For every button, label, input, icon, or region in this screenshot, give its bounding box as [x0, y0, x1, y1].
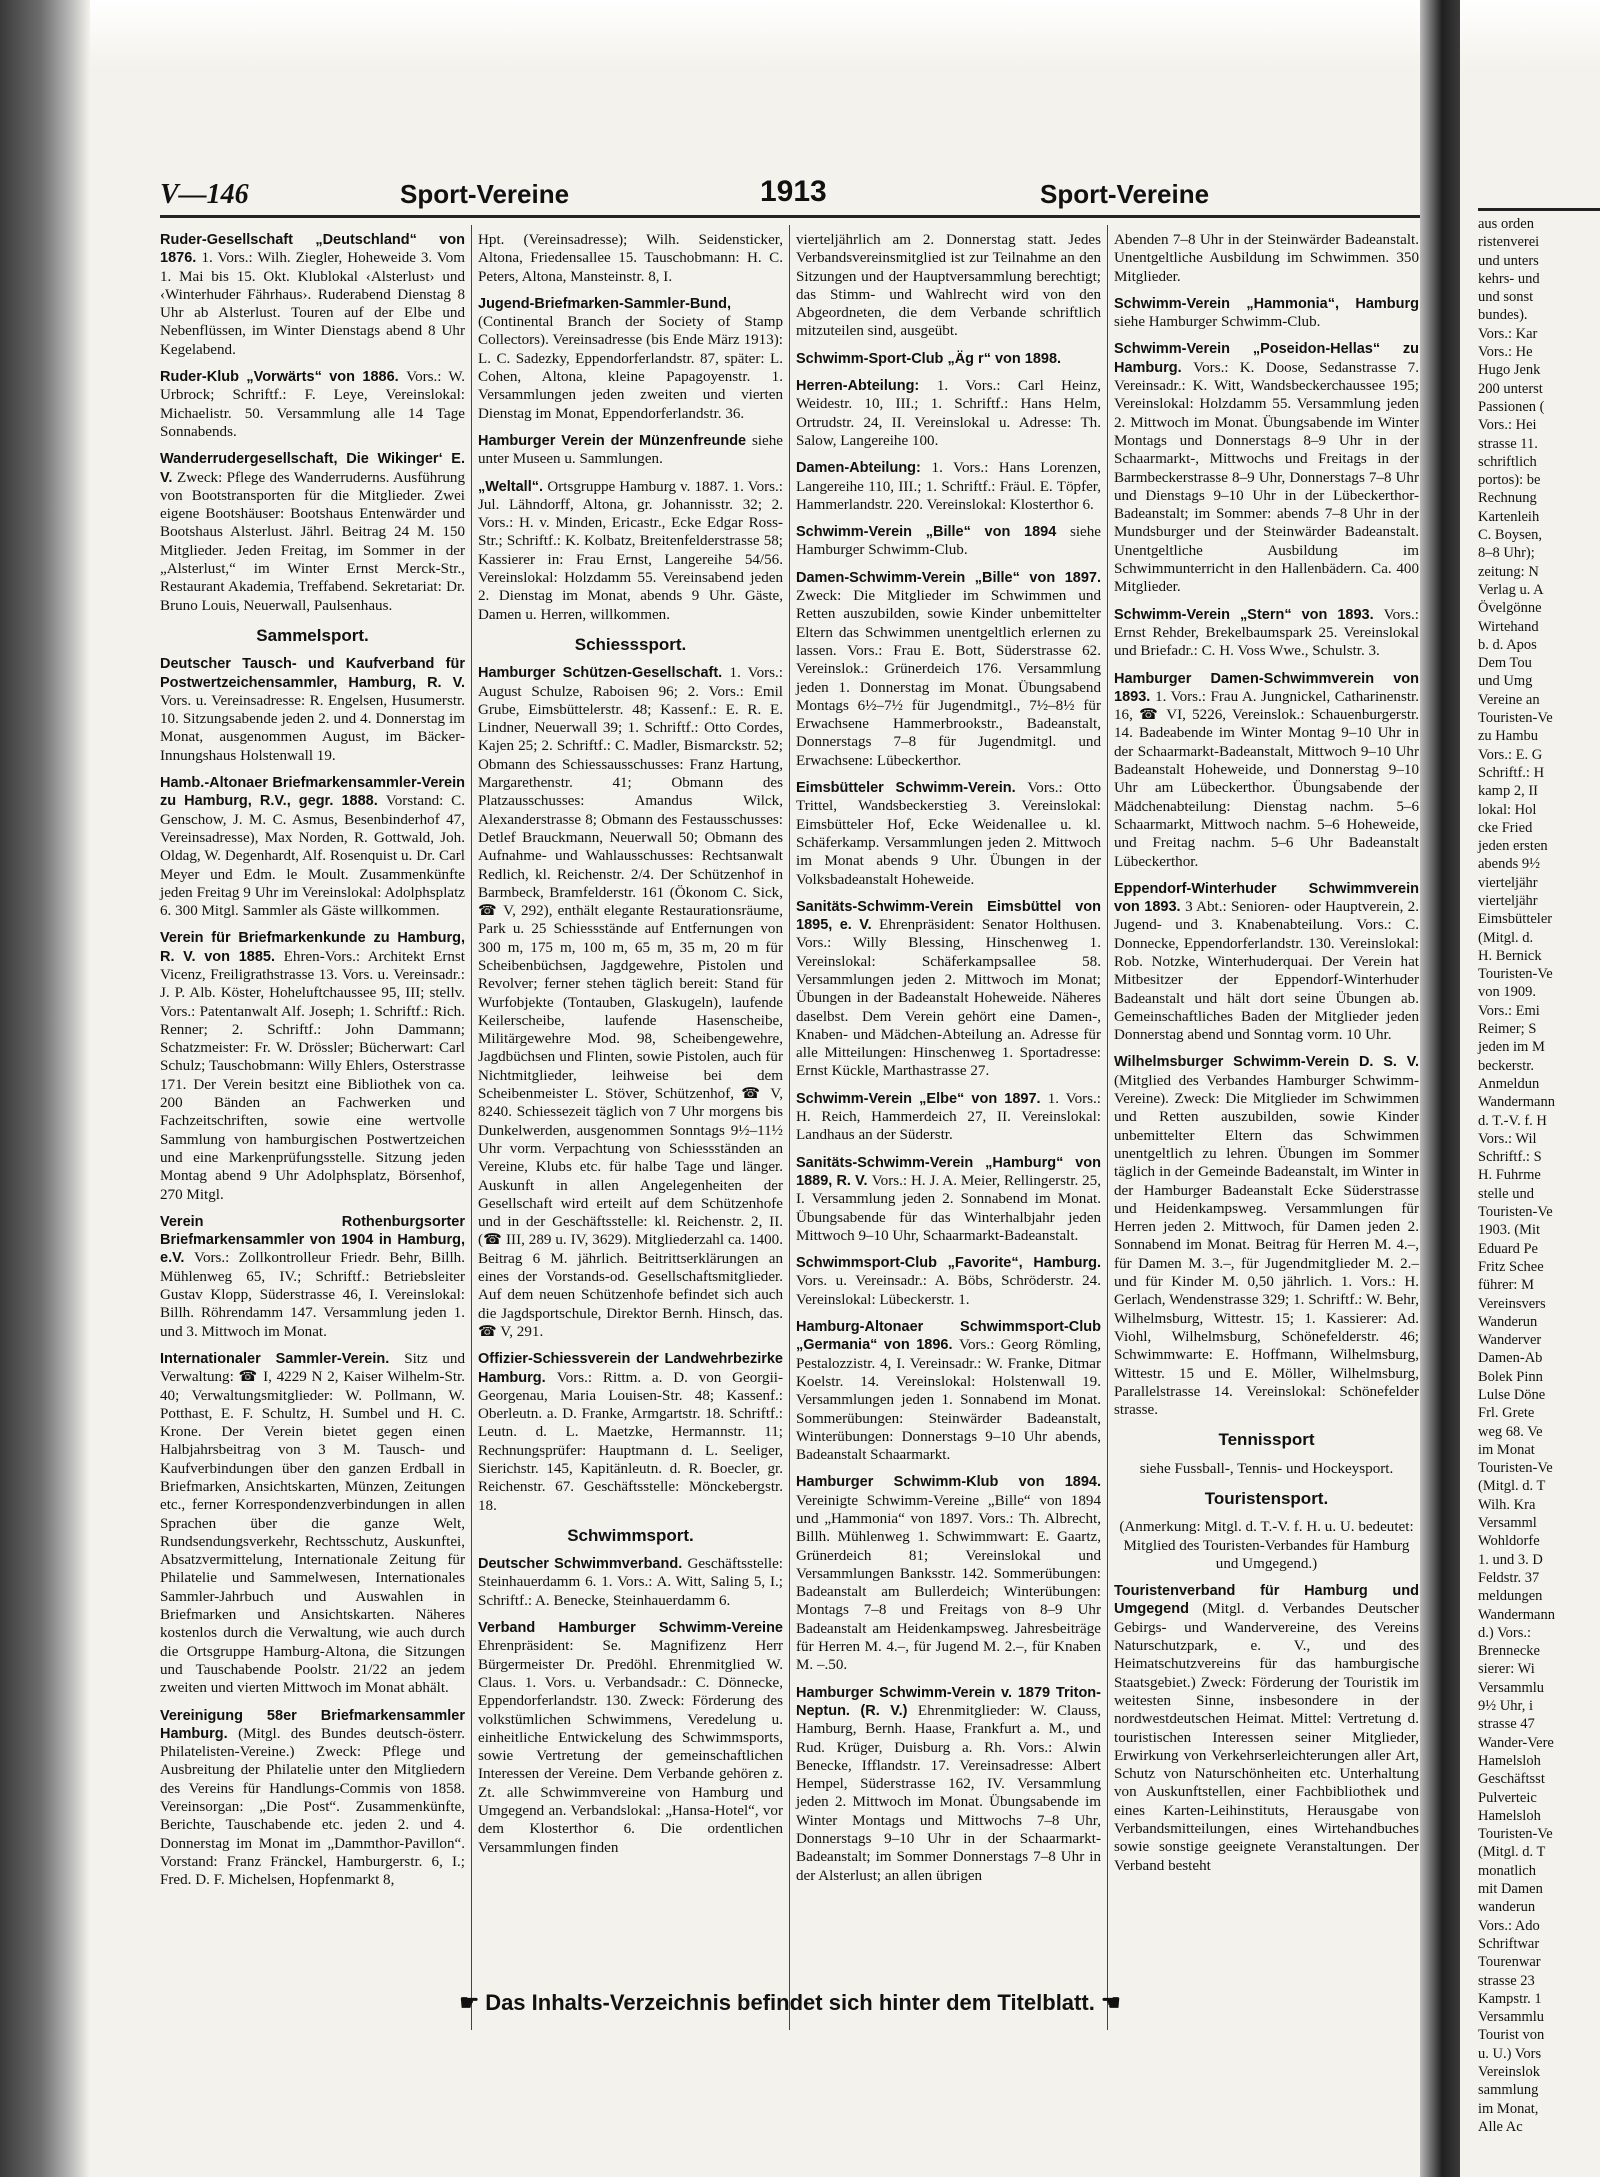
club-details: Vorstand: C. Genschow, J. M. C. Asmus, Besenbinderhof 47, Vereinsadresse), Max Norden, R. Gottwald, Joh. Oldag, W. Degenhardt, Alf. Rosenquist u. Dr. Carl Meyer und Edm. le Moult. Zusammenkünfte jeden Freitag 9 Uhr im Vereinslokal: Adolphsplatz 6. 300 Mitgl. Sammler als Gäste willkommen. [160, 793, 465, 920]
club-entry [160, 1350, 465, 1698]
club-entry [160, 655, 465, 765]
partial-line: Wilh. Kra [1478, 1496, 1536, 1513]
partial-line: Vereinsvers [1478, 1295, 1546, 1312]
page [160, 175, 1420, 2065]
partial-line: jeden ersten [1478, 838, 1548, 855]
partial-line: Eduard Pe [1478, 1240, 1538, 1257]
partial-line: abends 9½ [1478, 856, 1541, 873]
club-entry [160, 1707, 465, 1890]
partial-line: Vors.: Wil [1478, 1130, 1537, 1147]
partial-line: Vereinslok [1478, 2063, 1541, 2080]
club-details: Vors.: Georg Römling, Pestalozzistr. 4, I. Vereinsadr.: W. Franke, Ditmar Koelstr. 14. Vereinslokal: Holstenwall 19. Versammlungen jeden 1. Sonnabend im Monat. Sommerübungen: Steinwärder Badeanstalt, Winterübungen: Donnerstags 9–10 Uhr abends, Badeanstalt Schaarmarkt. [796, 1337, 1101, 1464]
club-name: Verein für Briefmarkenkunde zu Hamburg, R. V. von 1885. [160, 930, 465, 965]
club-entry [160, 368, 465, 441]
club-entry [796, 523, 1101, 560]
club-entry [478, 1619, 783, 1857]
club-details: Ehrenmitglieder: W. Clauss, Hamburg, Bernh. Haase, Frankfurt a. M., und Rud. Krüger, Duisburg a. Rh. Vors.: Alwin Benecke, Ifflandstr. 17. Vereinsadresse: Albert Hempel, Süderstrasse 162, IV. Versammlung jeden 2. Mittwoch im Monat. Übungsabende im Winter Montags und Mittwochs 7–8 Uhr, Donnerstags 9–10 Uhr in der Schaarmarkt-Badeanstalt; im Sommer Donnerstags 7–8 Uhr in der Alsterlust; an allen übrigen [796, 1702, 1102, 1884]
column-3 [796, 231, 1101, 2031]
club-entry [1114, 1582, 1419, 1875]
club-details: Sitz und Verwaltung: ☎ I, 4229 N 2, Kaiser Wilhelm-Str. 40; Verwaltungsmitglieder: W. Pollmann, W. Potthast, E. F. Schultz, H. Sumbel und H. C. Krone. Der Verein bietet gegen einen Halbjahrsbeitrag von 3 M. Tausch- und Kaufverbindungen über den ganzen Erdball in Briefmarken, Ansichtskarten, Münzen, Zeitungen etc., ferner Korrespondenzverbindungen in allen Sprachen über die ganze Welt, Rundsendungsverkehr, Rechtsschutz, Auskunftei, Absatzvermittelung, Internationale Zeitung für Philatelie und Sammelwesen, Internationales Sammler-Jahrbuch und Auswahlen in Briefmarken und Ansichtskarten. Näheres kostenlos durch die Verwaltung, wie auch durch die Ortsgruppe Hamburg-Altona, die Sitzungen und Tauschabende Poolstr. 21/22 an jedem zweiten und vierten Mittwoch im Monat abhält. [160, 1350, 465, 1697]
club-name: Schwimm-Verein „Bille“ von 1894 [796, 524, 1070, 541]
club-name: Sanitäts-Schwimm-Verein „Hamburg“ von 1889, R. V. [796, 1154, 1101, 1189]
partial-line: Reimer; S [1478, 1021, 1537, 1038]
club-name: Hamburger Schwimm-Klub von 1894. [796, 1474, 1101, 1491]
club-details: 1. Vors.: H. Reich, Hammerdeich 27, II. Vereinslokal: Landhaus an der Süderstr. [796, 1090, 1101, 1144]
partial-line: portos): be [1478, 472, 1541, 489]
partial-line: jeden im M [1478, 1039, 1545, 1056]
club-name: Hamburger Damen-Schwimmverein von 1893. [1114, 670, 1419, 705]
section-heading: Schwimmsport. [567, 1525, 694, 1545]
partial-line: im Monat [1478, 1441, 1535, 1458]
club-entry [1114, 1053, 1419, 1419]
club-name: Deutscher Schwimmverband. [478, 1556, 688, 1573]
partial-line: Eimsbütteler [1478, 911, 1553, 928]
partial-line: strasse 23 [1478, 1972, 1535, 1989]
club-details: Hpt. (Vereinsadresse); Wilh. Seidensticker, Altona, Friedensallee 15. Tauschobmann: H. C. Peters, Altona, Mansteinstr. 8, I. [478, 232, 783, 285]
partial-line: Versamml [1478, 1515, 1537, 1532]
partial-line: cke Fried [1478, 819, 1533, 836]
section-heading: Touristensport. [1204, 1489, 1329, 1508]
partial-line: Geschäftsst [1478, 1771, 1545, 1788]
header-year: 1913 [760, 175, 827, 208]
column-1 [160, 231, 465, 2031]
partial-line: d. T.-V. f. H [1478, 1112, 1547, 1129]
club-details: Ehrenpräsident: Senator Holthusen. Vors.: Willy Blessing, Hinschenweg 1. Vereinslokal: Schäferkampsallee 58. Versammlungen jeden 2. Mittwoch im Monat; Übungen in der Badeanstalt Hoheweide. Näheres daselbst. Dem Verein gehört eine Damen-, Knaben- und Mädchen-Abteilung an. Adresse für alle Mitteilungen: Hinschenweg 1. Sportadresse: Ernst Kückle, Marthastrasse 27. [796, 917, 1101, 1080]
partial-line: ristenverei [1478, 234, 1540, 251]
pointing-hand-icon: ☚ [1100, 1990, 1121, 2015]
section-note: siehe Fussball-, Tennis- und Hockeysport. [1139, 1460, 1394, 1477]
club-entry [160, 929, 465, 1203]
partial-line: Vors.: E. G [1478, 746, 1543, 763]
section-heading: Schiesssport. [574, 634, 687, 654]
club-details: 1. Vors.: Carl Heinz, Weidestr. 10, III.; 1. Schriftf.: Hans Helm, Ortrudstr. 24, II. Vereinslokal u. Adresse: Th. Salow, Langereihe 100. [796, 378, 1101, 449]
partial-line: Touristen-Ve [1478, 1204, 1553, 1221]
partial-line: Vors.: Hei [1478, 417, 1537, 434]
club-entry [796, 1254, 1101, 1309]
partial-line: sierer: Wi [1478, 1661, 1535, 1678]
partial-line: bundes). [1478, 307, 1528, 324]
club-details: siehe Hamburger Schwimm-Club. [1114, 314, 1321, 331]
club-entry [478, 664, 783, 1341]
partial-line: und sonst [1478, 289, 1534, 306]
partial-line: Versammlu [1478, 2009, 1545, 2026]
club-name: Verein Rothenburgsorter Briefmarkensammler von 1904 in Hamburg, e.V. [160, 1213, 465, 1267]
partial-line: (Mitgl. d. [1478, 929, 1534, 946]
partial-line: Brennecke [1478, 1643, 1540, 1660]
partial-line: Frl. Grete [1478, 1405, 1535, 1422]
book-gutter [1420, 0, 1460, 2177]
partial-line: u. U.) Vors [1478, 2045, 1542, 2062]
club-details: (Mitgl. des Bundes deutsch-österr. Philatelisten-Vereine.) Zweck: Pflege und Ausbreitung der Philatelie unter den Mitgliedern des Vereins für Handlungs-Commis von 1858. Vereinsorgan: „Die Post“. Zusammenkünfte, Berichte, Tauschabende etc. jeden 2. und 4. Donnerstag im Monat im „Dammthor-Pavillon“. Vorstand: Franz Fränckel, Hamburgerstr. 6, I.; Fred. D. F. Michelsen, Hopfenmarkt 8, [160, 1725, 466, 1889]
partial-line: strasse 47 [1478, 1716, 1535, 1733]
partial-line: Touristen-Ve [1478, 1460, 1553, 1477]
section-heading: Tennissport [1218, 1430, 1315, 1450]
club-details: Abenden 7–8 Uhr in der Steinwärder Badeanstalt. Unentgeltliche Ausbildung im Schwimmen. 350 Mitglieder. [1114, 232, 1419, 285]
partial-line: führer: M [1478, 1277, 1534, 1294]
partial-line: Schriftwar [1478, 1935, 1540, 1952]
partial-line: b. d. Apos [1478, 636, 1537, 653]
club-details: Vors.: Zollkontrolleur Friedr. Behr, Billh. Mühlenweg 65, IV.; Schriftf.: Betriebsleiter Gustav Klopp, Süderstrasse 46, I. Vereinslokal: Billh. Röhrendamm 147. Versammlung jeden 1. und 3. Mittwoch im Monat. [160, 1250, 465, 1340]
partial-line: Vors.: He [1478, 344, 1533, 361]
club-details: 1. Vors.: Frau A. Jungnickel, Catharinenstr. 16, ☎ VI, 5226, Vereinslok.: Schauenburgerstr. 14. Badeabende im Winter Montag 9–10 Uhr in der Schaarmarkt-Badeanstalt, Mittwoch 9–10 Uhr Badeanstalt Hoheweide, und Donnerstag 9–10 Uhr am Lübeckerthor. Übungsabende der Mädchenabteilung: Dienstag nachm. 5–6 Schaarmarkt, Mittwoch nachm. 5–6 Hoheweide, und Freitag nachm. 5–6 Uhr Badeanstalt Lübeckerthor. [1114, 688, 1419, 870]
partial-line: zeitung: N [1478, 563, 1539, 580]
club-details: Geschäftsstelle: Steinhauerdamm 6. 1. Vors.: A. Witt, Saling 5, I.; Schriftf.: A. Benecke, Steinhauerdamm 6. [478, 1556, 783, 1609]
partial-line: Wanderver [1478, 1332, 1542, 1349]
partial-line: zu Hambu [1478, 728, 1538, 745]
club-name: Ruder-Klub „Vorwärts“ von 1886. [160, 369, 407, 386]
partial-line: Hugo Jenk [1478, 362, 1541, 379]
club-details: (Mitgl. d. Verbandes Deutscher Gebirgs- und Wandervereine, des Vereins Naturschutzpark, e. V., und des Heimatschutzvereins für das hamburgische Staatsgebiet.) Zweck: Förderung der Touristik im weitesten Sinne, insbesondere in der nordwestdeutschen Heimat. Mittel: Vertretung d. touristischen Interessen seiner Mitglieder, Erwirkung von Verkehrserleichterungen aller Art, Schutz von Naturschönheiten etc. Unterhaltung von Auskunftstellen, einer Fachbibliothek und eines Karten-Leihinstituts, Herausgabe von Verbandsmitteilungen, eines Wirtehandbuches sowie sonstige geeignete Veranstaltungen. Der Verband besteht [1114, 1601, 1419, 1874]
club-name: Jugend-Briefmarken-Sammler-Bund, [478, 295, 731, 312]
column-rule [471, 225, 472, 2030]
club-name: Eppendorf-Winterhuder Schwimmverein von 1893. [1114, 880, 1419, 916]
header-title-left: Sport-Vereine [400, 179, 570, 209]
club-entry [796, 459, 1101, 514]
partial-line: Wirtehand [1478, 618, 1539, 635]
scan-top-edge [0, 0, 1600, 70]
partial-line: Wohldorfe [1478, 1533, 1540, 1550]
partial-line: Rechnung [1478, 490, 1537, 507]
partial-line: 1. und 3. D [1478, 1551, 1543, 1568]
club-entry [478, 1350, 783, 1515]
running-header [160, 175, 1420, 217]
club-details: 1. Vors.: Wilh. Ziegler, Hoheweide 3. Vom 1. Mai bis 15. Okt. Klublokal ‹Alsterlust› und ‹Winterhuder Fährhaus›. Ruderabend Dienstag 8 Uhr ab Alsterlust. Touren auf der Elbe und Nebenflüssen, im Winter Dienstags abend 8 Uhr Kegelabend. [160, 250, 465, 358]
club-name: Wanderrudergesellschaft, Die Wikinger‘ E. V. [160, 451, 465, 486]
club-name: Hamburger Schwimm-Verein v. 1879 Triton-Neptun. (R. V.) [796, 1684, 1101, 1719]
club-name: Hamburger Schützen-Gesellschaft. [478, 665, 730, 682]
club-entry [478, 432, 783, 469]
club-name: Internationaler Sammler-Verein. [160, 1350, 405, 1367]
club-details: Vereinigte Schwimm-Vereine „Bille“ von 1894 und „Hammonia“ von 1897. Vors.: Th. Albrecht, Billh. Mühlenweg 1. Schwimmwart: E. Gaartz, Grünerdeich 81; Vereinslokal und Versammlungen Banksstr. 142. Sommerübungen: Badeanstalt am Bullerdeich; Winterübungen: Montags 7–8 und Freitags von 8–9 Uhr Badeanstalt am Heidenkampsweg. Jahresbeiträge für Herren M. 4.–, für Jugend M. 2.–, für Knaben M. –.50. [796, 1492, 1101, 1674]
partial-line: (Mitgl. d. T [1478, 1478, 1546, 1495]
club-entry [1114, 340, 1419, 596]
partial-line: beckerstr. [1478, 1057, 1534, 1074]
partial-line: 1903. (Mit [1478, 1222, 1541, 1239]
partial-line: Schriftf.: S [1478, 1149, 1542, 1166]
next-page-partial-column [1478, 215, 1600, 2135]
partial-line: sammlung [1478, 2082, 1539, 2099]
partial-line: Vereine an [1478, 691, 1540, 708]
club-details: Ehren-Vors.: Architekt Ernst Vicenz, Freiligrathstrasse 13. Vors. u. Vereinsadr.: J. P. Alb. Köster, Hoheluftchaussee 95, III; stellv. Vors.: Patentanwalt Alf. Joseph; 1. Schriftf.: Rich. Renner; 2. Schriftf.: John Dammann; Schatzmeister: Fr. W. Drössler; Bücherwart: Carl Schulz; Tauschobmann: Willy Ehlers, Osterstrasse 171. Der Verein besitzt eine Bibliothek von ca. 200 Bänden an Fachwerken und Fachzeitschriften, sowie eine wertvolle Sammlung von hamburgischen Postwertzeichen und eine Markenprüfungsstelle. Sitzung jeden Montag abend 9 Uhr Adolphsplatz, Börsenhof, 270 Mitgl. [160, 948, 465, 1203]
footer-text: Das Inhalts-Verzeichnis befindet sich hinter dem Titelblatt. [485, 1990, 1095, 2015]
partial-line: vierteljähr [1478, 892, 1538, 909]
club-details: Vors.: H. J. A. Meier, Rellingerstr. 25, I. Versammlung jeden 2. Sonnabend im Monat. Übungsabende für das Winterhalbjahr jeden Mittwoch 9–10 Uhr, Schaarmarkt-Badeanstalt. [796, 1172, 1101, 1244]
club-details: vierteljährlich am 2. Donnerstag statt. Jedes Verbandsvereinsmitglied ist zur Teilnahme an den Sitzungen und der Hauptversammlung berechtigt; das Stimm- und Wahlrecht wird von den Abgeordneten, die dem Verbande schriftlich mitzuteilen sind, ausgeübt. [796, 232, 1101, 340]
partial-line: im Monat, [1478, 2100, 1539, 2117]
column-2 [478, 231, 783, 2031]
club-entry [796, 1684, 1101, 1885]
club-name: Schwimm-Verein „Poseidon-Hellas“ zu Hamburg. [1114, 341, 1419, 376]
partial-line: Hamelsloh [1478, 1807, 1541, 1824]
partial-line: aus orden [1478, 216, 1534, 232]
club-details: Zweck: Die Mitglieder im Schwimmen und Retten auszubilden, sowie Kinder unbemittelter Eltern das Schwimmen unentgeltlich erlernen zu lassen. Vors.: Frau E. Bott, Süderstrasse 62. Vereinslok.: Grünerdeich 176. Versammlung jeden 1. Donnerstag im Monat. Übungsabend Montags 6½–7½ für Jugendmitgl., 7½–8½ für Erwachsene Hammerbrookstr., Badeanstalt, Donnerstags 7–8 für Jugendmitgl. und Erwachsene: Lübeckerthor. [796, 588, 1101, 769]
partial-line: Passionen ( [1478, 398, 1545, 415]
club-entry [796, 1090, 1101, 1145]
partial-line: wanderun [1478, 1899, 1536, 1916]
next-page-header-rule [1478, 208, 1600, 211]
club-entry [1114, 606, 1419, 661]
book-spine-shadow [0, 0, 90, 2177]
partial-line: strasse 11. [1478, 435, 1538, 452]
club-entry [478, 1555, 783, 1610]
club-details: Vors.: W. Urbrock; Schriftf.: F. Leye, Vereinslokal: Michaelistr. 50. Versammlung alle 14 Tage Sonnabends. [160, 369, 465, 440]
partial-line: stelle und [1478, 1185, 1534, 1202]
club-details: Ortsgruppe Hamburg v. 1887. 1. Vors.: Jul. Lähndorff, Altona, gr. Johannisstr. 32; 2. Vors.: H. v. Minden, Ericastr., Ecke Edgar Ross-Str.; Schriftf.: K. Kolbatz, Breitenfelderstrasse 58; Kassierer in: Frau Ernst, Langereihe 54/56. Vereinslokal: Holzdamm 55. Vereinsabend jeden 2. Dienstag im Monat, abends 9 Uhr. Gäste, Damen u. Herren, willkommen. [478, 478, 783, 623]
club-entry [796, 350, 1101, 368]
club-details: Vors.: Rittm. a. D. von Georgii-Georgenau, Maria Louisen-Str. 48; Kassenf.: Oberleutn. a. D. Franke, Armgartstr. 18. Schriftf.: Leutn. d. L. Maetzke, Hermannstr. 11; Rechnungsprüfer: Hauptmann d. L. Seeliger, Sierichstr. 145, Kapitänleutn. d. R. Boecler, gr. Reichenstr. 67. Geschäftsstelle: Mönckebergstr. 18. [478, 1369, 784, 1514]
club-name: Deutscher Tausch- und Kaufverband für Postwertzeichensammler, Hamburg, R. V. [160, 656, 465, 691]
partial-line: meldungen [1478, 1588, 1543, 1605]
club-name: Hamburg-Altonaer Schwimmsport-Club „Germania“ von 1896. [796, 1319, 1101, 1354]
club-entry [160, 450, 465, 615]
partial-line: lokal: Hol [1478, 801, 1537, 818]
club-entry [796, 569, 1101, 770]
column-4 [1114, 231, 1419, 2031]
partial-line: Touristen-Ve [1478, 966, 1553, 983]
partial-line: Vors.: Ado [1478, 1917, 1540, 1934]
club-name: Damen-Abteilung: [796, 460, 932, 477]
partial-line: vierteljähr [1478, 874, 1538, 891]
club-name: Touristenverband für Hamburg und Umgegend [1114, 1583, 1419, 1618]
club-name: Schwimm-Sport-Club „Äg r“ von 1898. [796, 350, 1062, 367]
club-entry [796, 231, 1101, 341]
club-entry [1114, 295, 1419, 332]
club-entry [796, 1154, 1101, 1245]
club-entry [1114, 670, 1419, 871]
club-details: Vors. u. Vereinsadr.: A. Böbs, Schröderstr. 24. Vereinslokal: Lübeckerstr. 1. [796, 1273, 1101, 1308]
club-entry [1114, 231, 1419, 286]
partial-line: kamp 2, II [1478, 783, 1538, 800]
partial-line: 9½ Uhr, i [1478, 1698, 1533, 1715]
club-name: Schwimm-Verein „Stern“ von 1893. [1114, 606, 1384, 623]
page-number: V—146 [160, 179, 249, 210]
partial-line: Feldstr. 37 [1478, 1569, 1540, 1586]
club-name: „Weltall“. [478, 478, 548, 495]
club-details: 1. Vors.: August Schulze, Raboisen 96; 2. Vors.: Emil Grube, Eimsbüttelerstr. 48; Kassenf.: E. R. E. Lindner, Neuerwall 39; 1. Schriftf.: Otto Cordes, Kajen 25; 2. Schriftf.: C. Madler, Bismarckstr. 52; Obmann des Schiessausschusses: Franz Hartung, Margarethenstr. 41; Obmann des Platzausschusses: Amandus Wilck, Alexanderstrasse 8; Obmann des Festausschusses: Detlef Brauckmann, Neuerwall 50; Obmann des Aufnahme- und Wahlausschusses: Rechtsanwalt Redlich, kl. Reichenstr. 2/4. Der Schützenhof in Barmbeck, Bramfelderstr. 161 (Ökonom C. Sick, ☎ V, 292), enthält elegante Restaurationsräume, Park u. 25 Schiessstände auf Entfernungen von 300 m, 175 m, 100 m, 65 m, 35 m, 20 m für Scheibenbüchsen, Jagdgewehre, Pistolen und Revolver; ferner stehen täglich bereit: Stand für Wurfobjekte (Tontauben, Glaskugeln), laufende Keilerscheibe, laufende Hasenscheibe, Militärgewehre Mod. 98, Scheibengewehre, Jagdbüchsen und Flinten, sowie Pistolen, auch für Nichtmitglieder, leihweise bei dem Scheibenmeister L. Stöver, Schützenhof, ☎ V, 8240. Schiessezeit täglich von 7 Uhr morgens bis Dunkelwerden, ausgenommen Sonntags 9½–11½ Uhr vorm. Verpachtung von Schiessständen an Vereine, Klubs etc. für halbe Tage und länger. Auskunft in allen Angelegenheiten der Gesellschaft wird erteilt auf dem Schützenhofe und in der Geschäftsstelle: kl. Reichenstr. 2, II. (☎ III, 289 u. IV, 3629). Mitgliederzahl ca. 1400. Beitrag 6 M. jährlich. Beitrittserklärungen an eines der Vorstands-od. Gesellschaftsmitglieder. Auf dem neuen Schützenhofe befindet sich auch die Jagdsportschule, Direktor Bernh. Hinsch, das. ☎ V, 291. [478, 665, 783, 1340]
partial-line: Wandermann [1478, 1094, 1555, 1111]
club-name: Herren-Abteilung: [796, 378, 937, 395]
club-details: siehe unter Museen u. Sammlungen. [478, 432, 783, 468]
partial-line: kehrs- und [1478, 270, 1540, 287]
partial-line: und Umg [1478, 673, 1533, 690]
partial-line: Bolek Pinn [1478, 1368, 1543, 1385]
partial-line: schriftlich [1478, 453, 1537, 470]
club-name: Schwimm-Verein „Hammonia“, Hamburg [1114, 295, 1419, 312]
partial-line: Kartenleih [1478, 508, 1540, 525]
club-name: Ruder-Gesellschaft „Deutschland“ von 1876. [160, 232, 465, 267]
column-rule [789, 225, 790, 2030]
partial-line: Övelgönne [1478, 600, 1542, 617]
partial-line: Tourist von [1478, 2027, 1545, 2044]
club-name: Schwimmsport-Club „Favorite“, Hamburg. [796, 1255, 1101, 1272]
club-details: Vors.: Ernst Rehder, Brekelbaumspark 25. Vereinslokal und Briefadr.: C. H. Voss Wwe., Schulstr. 3. [1114, 606, 1419, 660]
club-details: (Mitglied des Verbandes Hamburger Schwimm-Vereine). Zweck: Die Mitglieder im Schwimmen und Retten auszubilden, sowie Kinder unbemittelter Eltern das Schwimmen unentgeltlich zu lehren. Übungen im Sommer täglich in der Gemeinde Badeanstalt, im Winter in der Hamburger Badeanstalt Ecke Süderstrasse und Heidenkampsweg. Versammlungen für Herren jeden 2. Mittwoch, für Damen jeden 2. Sonnabend im Monat. Beitrag für Herren M. 4.–, für Damen M. 3.–, für Jugendmitglieder M. 2.– und für Kinder M. 0,50 jährlich. 1. Vors.: H. Gerlach, Wendenstrasse 329; 1. Schriftf.: W. Behr, Wilhelmsburg, Wittestr. 15; 1. Kassierer: Ad. Viohl, Wilhelmsburg, Schönefelderstr. 46; Schwimmwarte: E. Hoffmann, Wilhelmsburg, Wittestr. 15 und E. Möller, Wilhelmsburg, Parallelstrasse 14. Vereinslokal: Schönefelder strasse. [1114, 1072, 1419, 1419]
club-details: siehe Hamburger Schwimm-Club. [796, 524, 1101, 559]
partial-line: Versammlu [1478, 1679, 1545, 1696]
partial-line: Schriftf.: H [1478, 764, 1545, 781]
partial-line: Hamelsloh [1478, 1752, 1541, 1769]
partial-line: Wanderun [1478, 1313, 1538, 1330]
club-details: (Continental Branch der Society of Stamp Collectors). Vereinsadresse (bis Ende März 1913): L. C. Sadezky, Eppendorferlandstr. 87, später: L. Cohen, Altona, kleine Papagoyenstr. 1. Versammlungen jeden zweiten und vierten Dienstag im Monat, Eppendorferlandstr. 36. [478, 314, 783, 422]
partial-line: 8–8 Uhr); [1478, 545, 1535, 562]
section-heading: Sammelsport. [256, 625, 369, 645]
partial-line: Touristen-Ve [1478, 710, 1553, 727]
club-name: Hamburger Verein der Münzenfreunde [478, 432, 752, 449]
club-entry [478, 478, 783, 624]
partial-line: Touristen-Ve [1478, 1826, 1553, 1843]
club-entry [160, 231, 465, 359]
club-details: 1. Vors.: Hans Lorenzen, Langereihe 110, III.; 1. Schriftf.: Fräul. E. Töpfer, Hammerlandstr. 220. Vereinslokal: Klosterthor 6. [796, 460, 1102, 513]
club-details: Vors. u. Vereinsadresse: R. Engelsen, Husumerstr. 10. Sitzungsabende jeden 2. und 4. Donnerstag im Monat, ausgenommen August, im Bäcker-Innungshaus Holstenwall 19. [160, 692, 465, 764]
club-name: Wilhelmsburger Schwimm-Verein D. S. V. [1114, 1054, 1419, 1071]
club-entry [478, 231, 783, 286]
club-entry [796, 377, 1101, 450]
partial-line: Vors.: Kar [1478, 325, 1538, 342]
club-name: Offizier-Schiessverein der Landwehrbezirke Hamburg. [478, 1351, 783, 1386]
section-note: (Anmerkung: Mitgl. d. T.-V. f. H. u. U. bedeutet: Mitglied des Touristen-Verbandes für Hamburg und Umgegend.) [1119, 1519, 1414, 1572]
partial-line: und unters [1478, 252, 1539, 269]
club-name: Eimsbütteler Schwimm-Verein. [796, 780, 1028, 797]
club-entry [478, 295, 783, 423]
partial-line: Damen-Ab [1478, 1350, 1543, 1367]
partial-line: C. Boysen, [1478, 527, 1543, 544]
club-name: Hamb.-Altonaer Briefmarkensammler-Verein zu Hamburg, R.V., gegr. 1888. [160, 775, 465, 810]
club-name: Schwimm-Verein „Elbe“ von 1897. [796, 1090, 1048, 1107]
club-entry [796, 779, 1101, 889]
pointing-hand-icon: ☛ [459, 1990, 480, 2015]
partial-line: Fritz Schee [1478, 1258, 1544, 1275]
partial-line: Tourenwar [1478, 1954, 1541, 1971]
partial-line: von 1909. [1478, 984, 1536, 1001]
partial-line: weg 68. Ve [1478, 1423, 1543, 1440]
header-rule [160, 215, 1420, 218]
club-details: 3 Abt.: Senioren- oder Hauptverein, 2. Jugend- und 3. Knabenabteilung. Vors.: C. Donnecke, Eppendorferlandstr. 130. Vereinslokal: Rob. Notzke, Winterhuderquai. Der Verein hat Mitbesitzer der Eppendorf-Winterhuder Badeanstalt und hält dort seine Übungen ab. Gemeinschaftliches Baden der Mitglieder jeden Donnerstag abend und Sonntag vorm. 10 Uhr. [1114, 899, 1419, 1044]
partial-line: d.) Vors.: [1478, 1624, 1532, 1641]
partial-line: H. Bernick [1478, 947, 1542, 964]
club-details: Ehrenpräsident: Se. Magnifizenz Herr Bürgermeister Dr. Predöhl. Ehrenmitglied W. Claus. 1. Vors. u. Verbandsadr.: C. Dönnecke, Eppendorferlandstr. 130. Zweck: Förderung des volkstümlichen Schwimmens, Veredelung u. einheitliche Entwickelung des Schwimmsports, sowie Vertretung der gemeinschaftlichen Interessen der Vereine. Dem Verbande gehören z. Zt. alle Schwimmvereine von Hamburg und Umgegend an. Verbandslokal: „Hansa-Hotel“, vor dem Klosterthor 6. Die ordentlichen Versammlungen finden [478, 1638, 783, 1856]
club-entry [796, 1473, 1101, 1674]
partial-line: monatlich [1478, 1862, 1536, 1879]
partial-line: H. Fuhrme [1478, 1167, 1541, 1184]
club-name: Sanitäts-Schwimm-Verein Eimsbüttel von 1895, e. V. [796, 898, 1101, 934]
partial-line: Pulverteic [1478, 1789, 1537, 1806]
footer-notice [160, 1990, 1420, 2016]
partial-line: Dem Tou [1478, 655, 1532, 672]
club-details: Vors.: K. Doose, Sedanstrasse 7. Vereinsadr.: K. Witt, Wandsbeckerchaussee 195; Vereinslokal: Holzdamm 55. Versammlung jeden 2. Mittwoch im Monat. Übungsabende im Winter Montags und Donnerstags 8–9 Uhr in der Schaarmarkt-, Mittwochs und Freitags in der Barmbeckerstrasse 8–9 Uhr, Donnerstags 7–8 Uhr und Dienstags 9–10 Uhr in der Lübeckerthor-Badeanstalt; im Sommer: abends 7–8 Uhr in der Mundsburger und der Steinwärder Badeanstalt. Unentgeltliche Ausbildung im Schwimmunterricht in den Hallenbädern. Ca. 400 Mitglieder. [1114, 359, 1419, 596]
partial-line: Alle Ac [1478, 2118, 1523, 2135]
club-entry [796, 1318, 1101, 1464]
partial-line: Lulse Döne [1478, 1387, 1546, 1403]
club-name: Verband Hamburger Schwimm-Vereine [478, 1620, 783, 1637]
club-name: Vereinigung 58er Briefmarkensammler Hamburg. [160, 1707, 465, 1742]
club-entry [160, 774, 465, 920]
partial-line: 200 unterst [1478, 380, 1543, 397]
club-entry [160, 1213, 465, 1341]
partial-line: Vors.: Emi [1478, 1002, 1540, 1019]
header-title-right: Sport-Vereine [1040, 179, 1210, 209]
club-name: Damen-Schwimm-Verein „Bille“ von 1897. [796, 569, 1101, 586]
club-entry [796, 898, 1101, 1081]
club-details: Vors.: Otto Trittel, Wandsbeckerstieg 3. Vereinslokal: Eimsbütteler Hof, Ecke Weidenallee u. kl. Schäferkamp. Versammlungen jeden 2. Mittwoch im Monat abends 9 Uhr. Übungen in der Volksbadeanstalt Hoheweide. [796, 780, 1101, 888]
partial-line: Wandermann [1478, 1606, 1555, 1623]
column-rule [1107, 225, 1108, 2030]
partial-line: Wander-Vere [1478, 1734, 1554, 1751]
club-details: Zweck: Pflege des Wanderruderns. Ausführung von Bootstransporten für die Mitglieder. Zwei eigene Bootshäuser: Bootshaus Entenwärder und Bootshaus Alsterlust. Jährl. Beitrag 24 M. 150 Mitglieder. Jeden Freitag, im Sommer in der „Alsterlust,“ im Winter Ernst Merck-Str., Restaurant Akademia, Treffabend. Sekretariat: Dr. Bruno Louis, Neuerwall, Paulsenhaus. [160, 469, 465, 614]
club-entry [1114, 880, 1419, 1045]
partial-line: Anmeldun [1478, 1075, 1540, 1092]
partial-line: mit Damen [1478, 1881, 1543, 1898]
partial-line: Kampstr. 1 [1478, 1990, 1542, 2007]
partial-line: Verlag u. A [1478, 581, 1544, 598]
partial-line: (Mitgl. d. T [1478, 1844, 1546, 1861]
